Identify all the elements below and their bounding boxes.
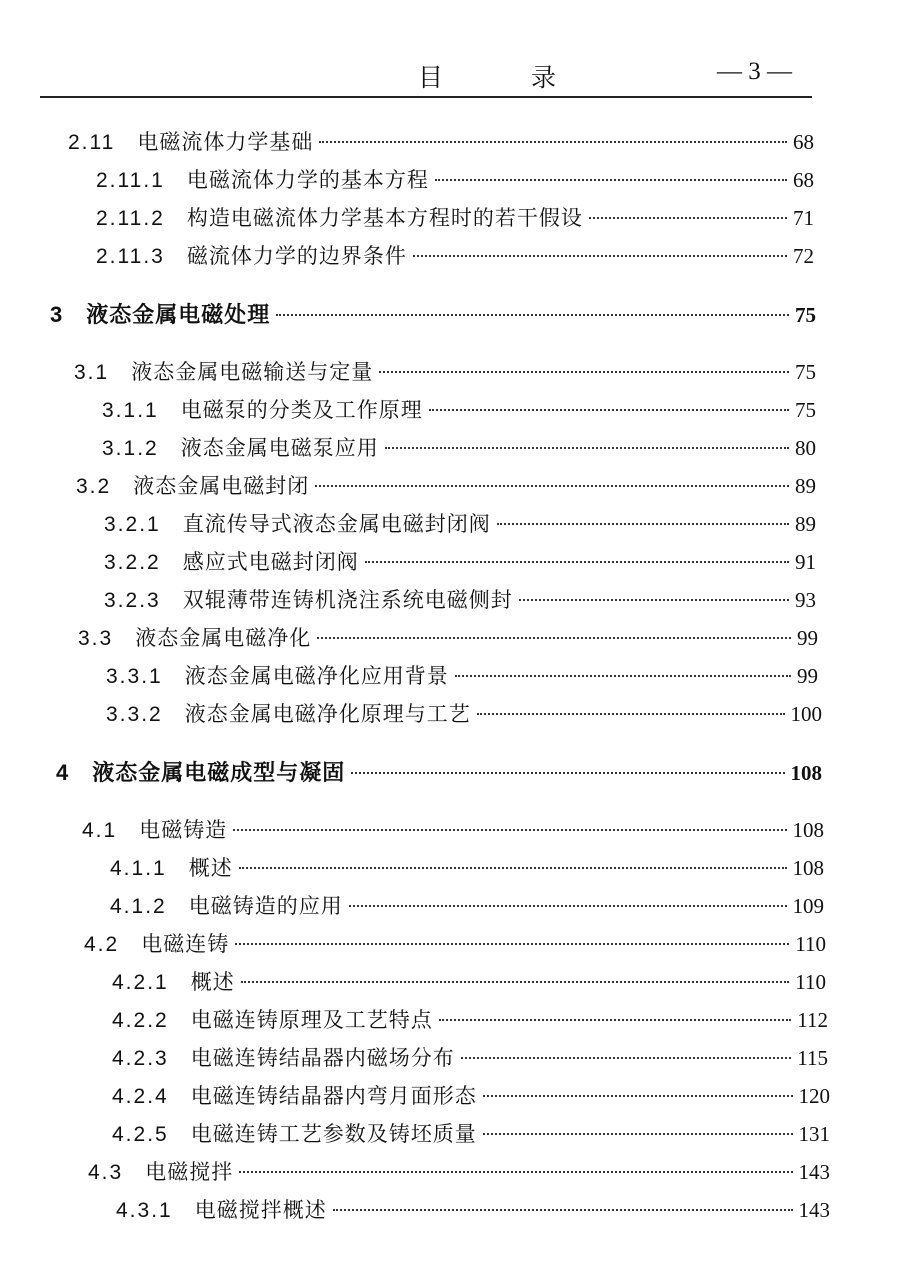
section-number: 3.1.1 — [102, 399, 159, 422]
dot-leader — [429, 409, 789, 411]
section-title: 电磁流体力学基础 — [137, 130, 314, 154]
page-ref: 72 — [793, 244, 814, 268]
toc-entry-3-2-1[interactable] — [104, 508, 816, 538]
section-title: 电磁连铸结晶器内磁场分布 — [190, 1046, 455, 1070]
section-number: 4.3 — [88, 1161, 124, 1184]
section-title: 磁流体力学的边界条件 — [186, 244, 407, 268]
dot-leader — [239, 867, 787, 869]
page-ref: 99 — [797, 626, 818, 650]
toc-chapter-4[interactable] — [56, 756, 822, 786]
page-ref: 91 — [795, 550, 816, 574]
page-ref: 75 — [795, 398, 816, 422]
section-number: 4.1 — [82, 819, 118, 842]
section-number: 4.2.3 — [112, 1047, 169, 1070]
toc-entry-3-3-2[interactable] — [106, 698, 822, 728]
dot-leader — [349, 905, 787, 907]
chapter-title: 液态金属电磁成型与凝固 — [92, 760, 346, 786]
section-title: 电磁流体力学的基本方程 — [186, 168, 429, 192]
dot-leader — [589, 217, 787, 219]
section-number: 3.3.1 — [106, 665, 163, 688]
dot-leader — [483, 1095, 793, 1097]
dot-leader — [235, 943, 789, 945]
dot-leader — [276, 314, 789, 316]
page-ref: 131 — [798, 1122, 830, 1146]
section-title: 电磁连铸 — [141, 932, 230, 956]
dot-leader — [315, 485, 789, 487]
section-title: 液态金属电磁净化原理与工艺 — [184, 702, 471, 726]
section-number: 3.1 — [74, 361, 110, 384]
toc-entry-3-1[interactable] — [74, 356, 816, 386]
dot-leader — [351, 772, 784, 774]
dot-leader — [477, 713, 785, 715]
toc-entry-2-11[interactable] — [68, 126, 814, 156]
dot-leader — [365, 561, 789, 563]
dot-leader — [233, 829, 786, 831]
section-title: 电磁铸造的应用 — [188, 894, 343, 918]
toc-entry-3-1-2[interactable] — [102, 432, 816, 462]
dot-leader — [455, 675, 791, 677]
toc-entry-4-1-2[interactable] — [110, 890, 824, 920]
page-ref: 108 — [792, 856, 824, 880]
page-ref: 80 — [795, 436, 816, 460]
page-ref: 75 — [795, 303, 816, 327]
section-title: 构造电磁流体力学基本方程时的若干假设 — [186, 206, 583, 230]
section-title: 电磁连铸结晶器内弯月面形态 — [190, 1084, 477, 1108]
section-title: 液态金属电磁泵应用 — [180, 436, 379, 460]
chapter-number: 3 — [50, 302, 65, 327]
section-title: 电磁搅拌概述 — [194, 1198, 327, 1222]
section-title: 双辊薄带连铸机浇注系统电磁侧封 — [182, 588, 513, 612]
page-ref: 99 — [797, 664, 818, 688]
section-number: 4.1.2 — [110, 895, 167, 918]
section-title: 直流传导式液态金属电磁封闭阀 — [182, 512, 491, 536]
section-title: 电磁连铸工艺参数及铸坯质量 — [190, 1122, 477, 1146]
toc-entry-4-2[interactable] — [84, 928, 826, 958]
page-ref: 110 — [795, 932, 826, 956]
page-ref: 112 — [797, 1008, 828, 1032]
dot-leader — [439, 1019, 792, 1021]
section-number: 4.2.5 — [112, 1123, 169, 1146]
section-number: 4.1.1 — [110, 857, 167, 880]
section-number: 2.11.2 — [96, 207, 165, 230]
dot-leader — [519, 599, 789, 601]
dot-leader — [239, 1171, 792, 1173]
toc-entry-4-3[interactable] — [88, 1156, 830, 1186]
page-ref: 100 — [790, 702, 822, 726]
section-number: 4.2.2 — [112, 1009, 169, 1032]
section-number: 2.11 — [68, 131, 116, 154]
toc-entry-4-2-3[interactable] — [112, 1042, 828, 1072]
page-ref: 108 — [790, 761, 822, 785]
running-title: 目 录 — [418, 63, 596, 92]
section-number: 3.2.1 — [104, 513, 161, 536]
toc-entry-2-11-3[interactable] — [96, 240, 814, 270]
toc-entry-2-11-1[interactable] — [96, 164, 814, 194]
page-ref: 143 — [798, 1198, 830, 1222]
section-number: 3.2 — [76, 475, 112, 498]
section-number: 3.3.2 — [106, 703, 163, 726]
page-ref: 68 — [793, 168, 814, 192]
section-title: 电磁连铸原理及工艺特点 — [190, 1008, 433, 1032]
toc-entry-3-3-1[interactable] — [106, 660, 818, 690]
page-ref: 109 — [792, 894, 824, 918]
dot-leader — [319, 141, 787, 143]
section-number: 2.11.1 — [96, 169, 165, 192]
chapter-number: 4 — [56, 760, 71, 785]
toc-entry-3-2[interactable] — [76, 470, 816, 500]
page-ref: 71 — [793, 206, 814, 230]
page-ref: 68 — [793, 130, 814, 154]
chapter-title: 液态金属电磁处理 — [86, 302, 271, 328]
page-header — [40, 56, 812, 98]
section-number: 4.2.1 — [112, 971, 169, 994]
dot-leader — [483, 1133, 793, 1135]
section-number: 4.3.1 — [116, 1199, 173, 1222]
page-ref: 120 — [798, 1084, 830, 1108]
toc-entry-4-1-1[interactable] — [110, 852, 824, 882]
dot-leader — [317, 637, 791, 639]
section-number: 4.2.4 — [112, 1085, 169, 1108]
page-number: — 3 — — [717, 58, 792, 85]
toc-entry-4-1[interactable] — [82, 814, 824, 844]
toc-entry-3-3[interactable] — [78, 622, 818, 652]
page-ref: 110 — [795, 970, 826, 994]
toc-entry-4-3-1[interactable] — [116, 1194, 830, 1224]
toc-entry-4-2-5[interactable] — [112, 1118, 830, 1148]
section-title: 电磁搅拌 — [145, 1160, 234, 1184]
page-ref: 108 — [792, 818, 824, 842]
dot-leader — [461, 1057, 792, 1059]
section-number: 3.2.2 — [104, 551, 161, 574]
page-ref: 93 — [795, 588, 816, 612]
section-number: 4.2 — [84, 933, 120, 956]
dot-leader — [385, 447, 789, 449]
page-ref: 115 — [797, 1046, 828, 1070]
dot-leader — [241, 981, 790, 983]
dot-leader — [379, 371, 789, 373]
section-title: 电磁铸造 — [139, 818, 228, 842]
toc-entry-3-2-2[interactable] — [104, 546, 816, 576]
section-title: 概述 — [188, 856, 233, 880]
page-ref: 143 — [798, 1160, 830, 1184]
dot-leader — [413, 255, 787, 257]
dot-leader — [497, 523, 789, 525]
section-number: 3.1.2 — [102, 437, 159, 460]
section-number: 3.2.3 — [104, 589, 161, 612]
toc-entry-4-2-4[interactable] — [112, 1080, 830, 1110]
page-ref: 89 — [795, 474, 816, 498]
toc-entry-4-2-2[interactable] — [112, 1004, 828, 1034]
section-title: 感应式电磁封闭阀 — [182, 550, 359, 574]
section-number: 3.3 — [78, 627, 114, 650]
section-title: 概述 — [190, 970, 235, 994]
page-ref: 89 — [795, 512, 816, 536]
section-title: 液态金属电磁封闭 — [133, 474, 310, 498]
section-title: 液态金属电磁输送与定量 — [131, 360, 374, 384]
toc-entry-3-1-1[interactable] — [102, 394, 816, 424]
dot-leader — [435, 179, 787, 181]
toc-chapter-3[interactable] — [50, 298, 816, 328]
page-ref: 75 — [795, 360, 816, 384]
toc-entry-3-2-3[interactable] — [104, 584, 816, 614]
section-title: 电磁泵的分类及工作原理 — [180, 398, 423, 422]
section-title: 液态金属电磁净化应用背景 — [184, 664, 449, 688]
dot-leader — [333, 1209, 793, 1211]
toc-entry-4-2-1[interactable] — [112, 966, 826, 996]
toc-entry-2-11-2[interactable] — [96, 202, 814, 232]
section-title: 液态金属电磁净化 — [135, 626, 312, 650]
section-number: 2.11.3 — [96, 245, 165, 268]
